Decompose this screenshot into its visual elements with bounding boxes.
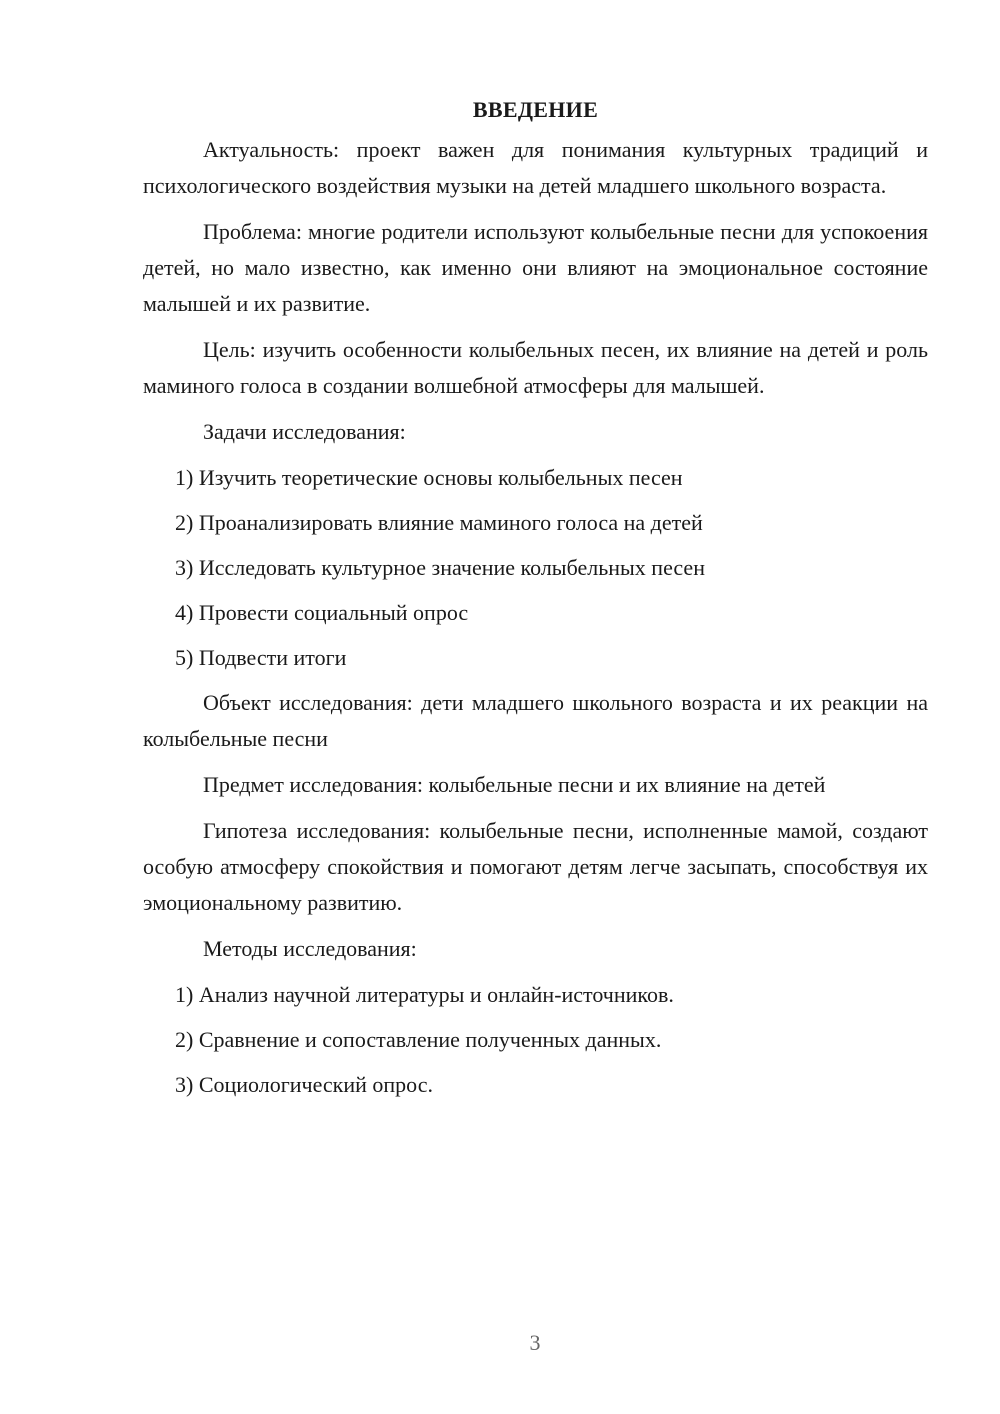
- list-item: 2) Сравнение и сопоставление полученных данных.: [175, 1027, 662, 1052]
- methods-list: [143, 977, 928, 1103]
- list-item: 3) Исследовать культурное значение колыбельных песен: [175, 555, 705, 580]
- list-item: 3) Социологический опрос.: [175, 1072, 433, 1097]
- page-number: 3: [529, 1330, 541, 1355]
- list-item: 5) Подвести итоги: [175, 645, 347, 670]
- list-item: 1) Анализ научной литературы и онлайн-источников.: [175, 982, 674, 1007]
- document-page: [143, 92, 928, 1112]
- problem-paragraph: Проблема: многие родители используют колыбельные песни для успокоения детей, но мало известно, как именно они влияют на эмоциональное состояние малышей и их развитие.: [143, 219, 928, 316]
- list-item: 4) Провести социальный опрос: [175, 600, 469, 625]
- object-paragraph: Объект исследования: дети младшего школьного возраста и их реакции на колыбельные песни: [143, 690, 928, 751]
- methods-title: Методы исследования:: [203, 936, 417, 961]
- relevance-paragraph: Актуальность: проект важен для понимания культурных традиций и психологического воздействия музыки на детей младшего школьного возраста.: [143, 137, 928, 198]
- hypothesis-paragraph: Гипотеза исследования: колыбельные песни, исполненные мамой, создают особую атмосферу спокойствия и помогают детям легче засыпать, способствуя их эмоциональному развитию.: [143, 818, 928, 915]
- subject-paragraph: Предмет исследования: колыбельные песни и их влияние на детей: [203, 772, 826, 797]
- list-item: 1) Изучить теоретические основы колыбельных песен: [175, 465, 683, 490]
- tasks-title: Задачи исследования:: [203, 419, 406, 444]
- list-item: 2) Проанализировать влияние маминого голоса на детей: [175, 510, 703, 535]
- goal-paragraph: Цель: изучить особенности колыбельных песен, их влияние на детей и роль маминого голоса в создании волшебной атмосферы для малышей.: [143, 337, 928, 398]
- page-title: ВВЕДЕНИЕ: [472, 97, 599, 122]
- tasks-list: [143, 460, 928, 676]
